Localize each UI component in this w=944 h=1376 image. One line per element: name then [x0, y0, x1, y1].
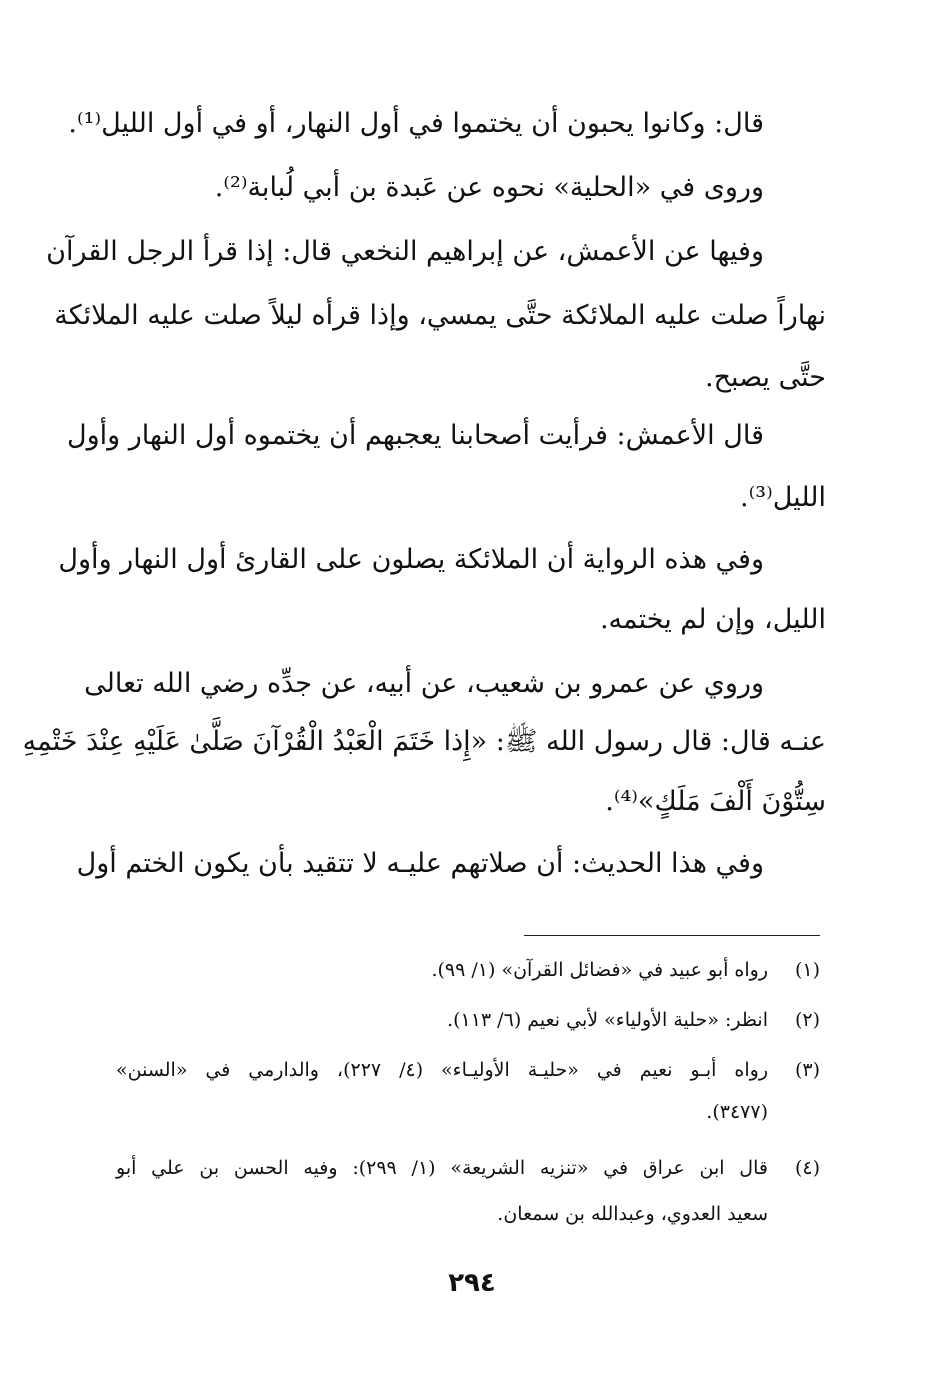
body-line-6: قال الأعمش: فرأيت أصحابنا يعجبهم أن يختموه أول النهار وأول [66, 420, 764, 451]
footnote-4-continuation: سعيد العدوي، وعبدالله بن سمعان. [497, 1203, 768, 1225]
body-line-4: نهاراً صلت عليه الملائكة حتَّى يمسي، وإذا قرأه ليلاً صلت عليه الملائكة [54, 300, 826, 331]
footnote-2-text: انظر: «حلية الأولياء» لأبي نعيم (٦/ ١١٣). [447, 1009, 768, 1031]
body-line-10: وروي عن عمرو بن شعيب، عن أبيه، عن جدِّه رضي الله تعالى [84, 668, 764, 699]
footnote-4-text: قال ابن عراق في «تنزيه الشريعة» (١/ ٢٩٩): وفيه الحسن بن علي أبو [116, 1157, 768, 1179]
footnote-3-continuation: (٣٤٧٧). [706, 1101, 768, 1123]
body-line-8: وفي هذه الرواية أن الملائكة يصلون على القارئ أول النهار وأول [58, 544, 764, 575]
page-number: ٢٩٤ [448, 1268, 496, 1298]
body-line-5: حتَّى يصبح. [704, 362, 826, 393]
body-line-2: وروى في «الحلية» نحوه عن عَبدة بن أبي لُبابة⁽²⁾. [214, 172, 764, 203]
footnote-1-text: رواه أبو عبيد في «فضائل القرآن» (١/ ٩٩). [431, 959, 768, 981]
body-line-12: سِتُّوْنَ أَلْفَ مَلَكٍ»⁽⁴⁾. [605, 786, 826, 817]
body-line-7: الليل⁽³⁾. [740, 482, 826, 513]
footnote-3-number: (٣) [794, 1059, 820, 1081]
body-line-13: وفي هذا الحديث: أن صلاتهم عليـه لا تتقيد بأن يكون الختم أول [76, 848, 764, 879]
footnote-2-number: (٢) [794, 1009, 820, 1031]
body-line-11: عنـه قال: قال رسول الله ﷺ: «إِذا خَتَمَ الْعَبْدُ الْقُرْآنَ صَلَّىٰ عَلَيْهِ عِنْدَ خَتْمِهِ [22, 726, 826, 757]
body-line-3: وفيها عن الأعمش، عن إبراهيم النخعي قال: إذا قرأ الرجل القرآن [46, 236, 764, 267]
footnote-4-number: (٤) [794, 1157, 820, 1179]
body-line-1: قال: وكانوا يحبون أن يختموا في أول النهار، أو في أول الليل⁽¹⁾. [68, 108, 764, 139]
footnote-1-number: (١) [794, 959, 820, 981]
footnote-3-text: رواه أبـو نعيم في «حليـة الأوليـاء» (٤/ ٢٢٧)، والدارمي في «السنن» [116, 1059, 768, 1081]
footnote-separator [524, 935, 820, 936]
body-line-9: الليل، وإن لم يختمه. [599, 604, 826, 635]
